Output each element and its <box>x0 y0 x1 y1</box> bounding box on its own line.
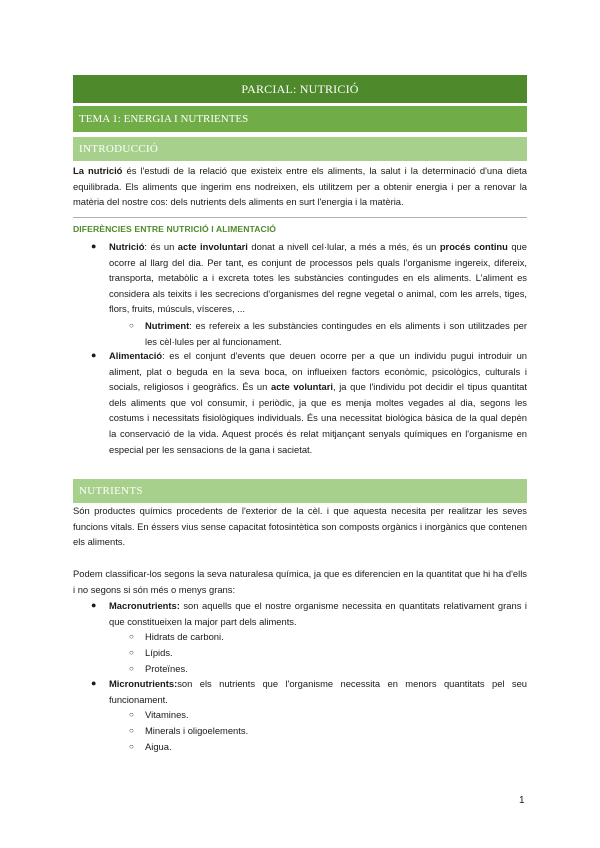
bullet-icon: ● <box>91 600 97 610</box>
circle-bullet-icon: ○ <box>129 664 134 673</box>
bold-fragment: acte involuntari <box>177 241 248 252</box>
section-heading-nutrients: NUTRIENTS <box>79 485 143 497</box>
section-heading-introduction: INTRODUCCIÓ <box>79 143 159 155</box>
text-fragment: que ocorre al llarg del dia. Per tant, es conjunt de processos pels quals l'organisme ingereix, difereix, transporta, metabòlic a i excreta totes les substàncies contingudes en els aliments. L'aliment es considera als teixits i les secrecions d'organismes del regne vegetal o animal, com les arrels, tiges, flors, fruits, músculs, vísceres, ... <box>109 241 527 315</box>
nutrients-paragraph-2: Podem classificar-los segons la seva naturalesa química, ja que es diferencien en la quantitat que hi ha d'ells i no segons si són més o menys grans: <box>73 568 527 595</box>
document-title-bar <box>73 75 527 103</box>
bold-fragment: acte voluntari <box>270 381 333 393</box>
intro-text: és l'estudi de la relació que existeix entre els aliments, la salut i la determinació d'una dieta equilibrada. Els aliments que ingerim ens nodreixen, els utilitzem per a obtenir energia i per a renovar la matèria del nostre cos: dels nutrients dels aliments en surt l'energia i la matèria. <box>73 165 527 208</box>
topic-bar <box>73 106 527 132</box>
text-fragment: donat a nivell cel·lular, a més a més, és un <box>247 241 440 252</box>
list-item-nutriment <box>145 318 527 349</box>
circle-bullet-icon: ○ <box>129 321 134 330</box>
text-fragment: son els nutrients que l'organisme necessita en menors quantitats pel seu funcionament. <box>109 678 527 705</box>
text-fragment: , ja que l'individu pot decidir el tipus quantitat dels aliments que vol consumir, i periòdic, ja que es menja moltes vegades al dia, segons les costums i necessitats fisiològiques individuals. És una necessitat biològica bàsica de la qual depèn la conservació de la vida. Aquest procés és relat mitjançant senyals químiques en l'organisme en especial per les sensacions de la gana i sacietat. <box>109 381 527 455</box>
circle-bullet-icon: ○ <box>129 726 134 735</box>
list-item-alimentacio <box>109 348 527 457</box>
text-fragment: : es refereix a les substàncies contingudes en els aliments i son utilitzades per les cèl·lules per al funcionament. <box>145 320 527 347</box>
list-item-macronutrients <box>109 598 527 629</box>
intro-term: La nutrició <box>73 165 123 176</box>
page-number: 1 <box>519 795 525 806</box>
micro-item: Vitamines. <box>145 709 189 720</box>
circle-bullet-icon: ○ <box>129 710 134 719</box>
term-nutricio: Nutrició <box>109 241 145 252</box>
bullet-icon: ● <box>91 350 97 360</box>
section-bar-nutrients <box>73 479 527 503</box>
circle-bullet-icon: ○ <box>129 648 134 657</box>
section-bar-introduction <box>73 137 527 161</box>
bold-fragment: procés continu <box>439 241 508 252</box>
term-nutriment: Nutriment <box>145 320 190 331</box>
micro-item: Aigua. <box>145 741 172 752</box>
macro-item: Proteïnes. <box>145 663 188 674</box>
subheading-differences: DIFERÈNCIES ENTRE NUTRICIÓ I ALIMENTACIÓ <box>73 224 277 234</box>
term-macronutrients: Macronutrients: <box>109 600 180 611</box>
text-fragment: : és un <box>144 241 178 252</box>
term-alimentacio: Alimentació <box>109 350 163 361</box>
micro-item: Minerals i oligoelements. <box>145 725 249 736</box>
nutrients-paragraph-1: Són productes químics procedents de l'exterior de la cèl. i que aquesta necesita per realitzar les seves funcions vitals. En éssers vius sense capacitat fotosintètica son composts orgànics i inorgànics que contenen els aliments. <box>73 505 527 548</box>
intro-paragraph <box>73 163 527 210</box>
macro-item: Hidrats de carboni. <box>145 631 224 642</box>
macro-item: Lípids. <box>145 647 173 658</box>
list-item-micronutrients <box>109 676 527 707</box>
bullet-icon: ● <box>91 241 97 251</box>
circle-bullet-icon: ○ <box>129 632 134 641</box>
list-item-nutricio <box>109 239 527 317</box>
term-micronutrients: Micronutrients: <box>109 678 178 689</box>
topic-title: TEMA 1: ENERGIA I NUTRIENTES <box>79 113 249 125</box>
bullet-icon: ● <box>91 678 97 688</box>
circle-bullet-icon: ○ <box>129 742 134 751</box>
document-title: PARCIAL: NUTRICIÓ <box>241 81 359 96</box>
divider <box>73 217 527 218</box>
text-fragment: : es el conjunt d'events que deuen ocorre per a que un individu pugui introduir un aliment, plat o beguda en la seva boca, on influeixen factors econòmic, psicològics, culturals i socials, religiosos i geogràfics. És un <box>109 350 527 393</box>
text-fragment: son aquells que el nostre organisme necessita en quantitats relativament grans i que constitueixen la major part dels aliments. <box>109 600 527 627</box>
